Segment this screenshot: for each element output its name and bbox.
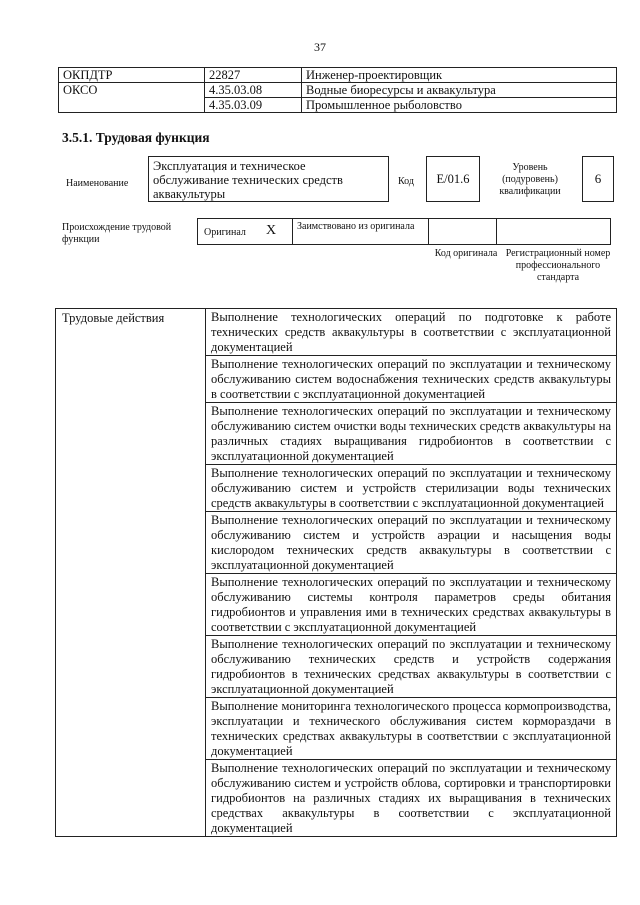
classifier-code: 22827 [205,68,302,83]
labor-action-item: Выполнение технологических операций по эксплуатации и техническому обслуживанию систем и устройств аэрации и насыщения воды кислородом технических средств аквакультуры в соответствии с эксплуатационной документацией [206,512,617,574]
level-label: Уровень (подуровень) квалификации [499,162,561,197]
classifier-name: ОКСО [59,83,205,113]
function-code: E/01.6 [426,156,480,202]
labor-action-item: Выполнение технологических операций по подготовке к работе технических средств аквакультуры в соответствии с эксплуатационной документацией [206,309,617,356]
code-label: Код [398,176,414,187]
registration-number-label: Регистрационный номер профессионального стандарта [505,248,611,283]
table-row [59,83,617,98]
labor-action-item: Выполнение технологических операций по эксплуатации и техническому обслуживанию систем и устройств стерилизации воды технических средств аквакультуры в соответствии с эксплуатационной документацией [206,465,617,512]
labor-action-item: Выполнение технологических операций по эксплуатации и техническому обслуживанию систем и устройств облова, сортировки и транспортировки гидробионтов на различных стадиях их выращивания в технических средствах аквакультуры в соответствии с эксплуатационной документацией [206,760,617,837]
original-code-label: Код оригинала [434,248,498,259]
function-name: Эксплуатация и техническое обслуживание технических средств аквакультуры [148,156,389,202]
section-title: 3.5.1. Трудовая функция [62,130,210,145]
original-mark: X [266,223,277,238]
page-number: 37 [314,40,326,54]
classifier-name: ОКПДТР [59,68,205,83]
labor-action-item: Выполнение технологических операций по эксплуатации и техническому обслуживанию систем очистки воды технических средств аквакультуры на различных стадиях выращивания гидробионтов в соответствии с эксплуатационной документацией [206,403,617,465]
classifier-code: 4.35.03.09 [205,98,302,113]
classifier-table [58,67,617,113]
labor-action-item: Выполнение технологических операций по эксплуатации и техническому обслуживанию систем водоснабжения технических средств аквакультуры в соответствии с эксплуатационной документацией [206,356,617,403]
classifier-title: Промышленное рыболовство [302,98,617,113]
original-code-cell [428,218,496,245]
classifier-code: 4.35.03.08 [205,83,302,98]
labor-actions-table [55,308,617,837]
qualification-level: 6 [582,156,614,202]
labor-actions-header: Трудовые действия [56,309,206,837]
name-label: Наименование [66,178,129,189]
labor-action-item: Выполнение мониторинга технологического процесса кормопроизводства, эксплуатации и технического обслуживания систем кормораздачи в технических средствах аквакультуры в соответствии с эксплуатационной документацией [206,698,617,760]
registration-number-cell [496,218,611,245]
borrowed-cell [292,218,428,245]
table-row [59,68,617,83]
classifier-title: Водные биоресурсы и аквакультура [302,83,617,98]
borrowed-label: Заимствовано из оригинала [297,221,415,232]
labor-action-item: Выполнение технологических операций по эксплуатации и техническому обслуживанию системы контроля параметров среды обитания гидробионтов и управления ими в технических средствах аквакультуры в соответствии с эксплуатационной документацией [206,574,617,636]
labor-action-item: Выполнение технологических операций по эксплуатации и техническому обслуживанию технических средств и устройств содержания гидробионтов в технических средствах аквакультуры в соответствии с эксплуатационной документацией [206,636,617,698]
origin-label: Происхождение трудовой функции [62,222,172,245]
table-row [56,309,617,356]
original-cell [197,218,292,245]
classifier-title: Инженер-проектировщик [302,68,617,83]
original-label: Оригинал [204,227,246,238]
